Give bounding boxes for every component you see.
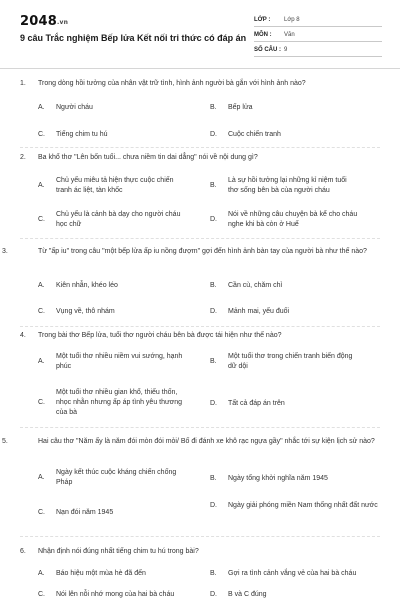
option-text: Vụng về, thô nhám	[56, 308, 115, 315]
option-d[interactable]	[210, 307, 358, 317]
question-stem: Nhận định nói đúng nhất tiếng chim tu hú trong bài?	[38, 548, 199, 555]
option-d[interactable]	[210, 130, 358, 140]
question-text	[20, 152, 380, 163]
option-text: Một tuổi thơ trong chiến tranh biến động dữ dội	[228, 353, 353, 370]
option-text: Tất cả đáp án trên	[228, 400, 285, 407]
question-stem: Từ "ấp iu" trong câu "một bếp lửa ấp iu nồng đượm" gợi đến hình ảnh bàn tay của người bà như thế nào?	[38, 248, 367, 255]
option-c[interactable]	[38, 590, 216, 600]
option-letter: C.	[38, 216, 45, 223]
option-b[interactable]	[210, 474, 378, 484]
option-a[interactable]	[38, 103, 186, 113]
question-text	[2, 436, 380, 447]
option-text: Là sự hồi tưởng lại những kỉ niệm tuổi thơ sống bên bà của người cháu	[228, 177, 347, 194]
option-b[interactable]	[210, 103, 358, 113]
option-letter: A.	[38, 474, 45, 481]
option-c[interactable]	[38, 508, 186, 518]
page-header	[0, 0, 400, 62]
option-text: Tiếng chim tu hú	[56, 131, 108, 138]
logo-text: 2048	[20, 14, 57, 29]
option-letter: A.	[38, 570, 45, 577]
logo-suffix: .vn	[56, 19, 69, 26]
option-b[interactable]	[210, 281, 358, 291]
option-d[interactable]	[210, 399, 358, 409]
option-letter: A.	[38, 104, 45, 111]
option-a[interactable]	[38, 569, 186, 579]
option-letter: D.	[210, 591, 217, 598]
meta-key: MÔN :	[254, 32, 272, 38]
option-letter: D.	[210, 400, 217, 407]
option-a[interactable]	[38, 176, 186, 196]
option-letter: D.	[210, 216, 217, 223]
question-number: 6.	[20, 548, 26, 555]
option-text: Kiên nhẫn, khéo léo	[56, 282, 118, 289]
option-text: Một tuổi thơ nhiều gian khổ, thiếu thốn, nhọc nhằn nhưng ấp áp tình yêu thương của bà	[56, 389, 183, 416]
option-text: B và C đúng	[228, 591, 267, 598]
meta-value: Lớp 8	[284, 17, 300, 23]
option-text: Nói về những câu chuyện bà kể cho cháu nghe khi bà còn ở Huế	[228, 211, 358, 228]
option-letter: B.	[210, 182, 217, 189]
option-c[interactable]	[38, 388, 186, 418]
option-text: Ngày tổng khởi nghĩa năm 1945	[228, 475, 328, 482]
option-text: Ngày giải phóng miền Nam thống nhất đất nước	[228, 502, 378, 509]
question-divider	[20, 147, 380, 148]
page-title: 9 câu Trắc nghiệm Bếp lửa Kết nối tri thức có đáp án	[20, 33, 247, 43]
option-a[interactable]	[38, 281, 186, 291]
option-letter: C.	[38, 308, 45, 315]
question-stem: Trong bài thơ Bếp lửa, tuổi thơ người cháu bên bà được tái hiện như thế nào?	[38, 332, 282, 339]
option-d[interactable]	[210, 210, 358, 230]
option-c[interactable]	[38, 307, 186, 317]
meta-key: LỚP :	[254, 17, 271, 23]
option-text: Báo hiệu một mùa hè đã đến	[56, 570, 146, 577]
option-letter: B.	[210, 282, 217, 289]
option-b[interactable]	[210, 352, 358, 372]
question-number: 5.	[2, 438, 8, 445]
option-letter: C.	[38, 399, 45, 406]
option-letter: A.	[38, 182, 45, 189]
option-text: Một tuổi thơ nhiều niềm vui sướng, hạnh phúc	[56, 353, 183, 370]
option-letter: D.	[210, 308, 217, 315]
question-text	[2, 246, 380, 257]
question-number: 2.	[20, 154, 26, 161]
option-text: Cuộc chiến tranh	[228, 131, 281, 138]
option-b[interactable]	[210, 569, 388, 579]
option-text: Nạn đói năm 1945	[56, 509, 114, 516]
option-letter: B.	[210, 570, 217, 577]
question-text	[20, 546, 380, 557]
option-letter: C.	[38, 509, 45, 516]
option-text: Người cháu	[56, 104, 93, 111]
meta-value: Văn	[284, 32, 295, 38]
option-text: Cần cù, chăm chỉ	[228, 282, 283, 289]
option-text: Ngày kết thúc cuộc kháng chiến chống Pháp	[56, 469, 177, 486]
meta-value: 9	[284, 47, 288, 53]
header-divider	[0, 68, 400, 69]
option-letter: D.	[210, 502, 217, 509]
option-c[interactable]	[38, 210, 186, 230]
option-a[interactable]	[38, 468, 186, 488]
option-text: Gợi ra tình cảnh vắng vẻ của hai bà cháu	[228, 570, 357, 577]
meta-row-class	[254, 14, 382, 27]
option-text: Chủ yếu là cảnh bà dạy cho người cháu học chữ	[56, 211, 181, 228]
option-d[interactable]	[210, 501, 378, 511]
option-c[interactable]	[38, 130, 186, 140]
question-text	[20, 78, 380, 89]
option-d[interactable]	[210, 590, 358, 600]
question-divider	[20, 536, 380, 537]
question-divider	[20, 238, 380, 239]
meta-box	[254, 14, 382, 59]
option-text: Bếp lửa	[228, 104, 253, 111]
question-text	[20, 330, 380, 341]
option-text: Nói lên nỗi nhớ mong của hai bà cháu	[56, 591, 175, 598]
option-letter: B.	[210, 475, 217, 482]
option-letter: B.	[210, 104, 217, 111]
question-stem: Ba khổ thơ "Lên bốn tuổi... chưa niềm tin dai dẳng" nói về nội dung gì?	[38, 154, 258, 161]
option-letter: A.	[38, 358, 45, 365]
option-letter: D.	[210, 131, 217, 138]
question-stem: Hai câu thơ "Năm ấy là năm đói mòn đói mỏi/ Bố đi đánh xe khô rạc ngựa gầy" nhắc tới sự kiện lịch sử nào?	[38, 438, 375, 445]
option-letter: C.	[38, 131, 45, 138]
question-number: 1.	[20, 80, 26, 87]
option-letter: A.	[38, 282, 45, 289]
question-stem: Trong dòng hồi tưởng của nhân vật trữ tình, hình ảnh người bà gắn với hình ảnh nào?	[38, 80, 306, 87]
option-text: Mảnh mai, yếu đuối	[228, 308, 290, 315]
meta-key: SỐ CÂU :	[254, 47, 281, 53]
option-a[interactable]	[38, 352, 186, 372]
meta-row-count	[254, 44, 382, 57]
meta-row-subject	[254, 29, 382, 42]
option-letter: C.	[38, 591, 45, 598]
option-letter: B.	[210, 358, 217, 365]
option-b[interactable]	[210, 176, 358, 196]
question-divider	[20, 326, 380, 327]
question-number: 4.	[20, 332, 26, 339]
question-divider	[20, 427, 380, 428]
option-text: Chủ yếu miêu tả hiện thực cuộc chiến tranh ác liệt, tàn khốc	[56, 177, 174, 194]
question-number: 3.	[2, 248, 8, 255]
